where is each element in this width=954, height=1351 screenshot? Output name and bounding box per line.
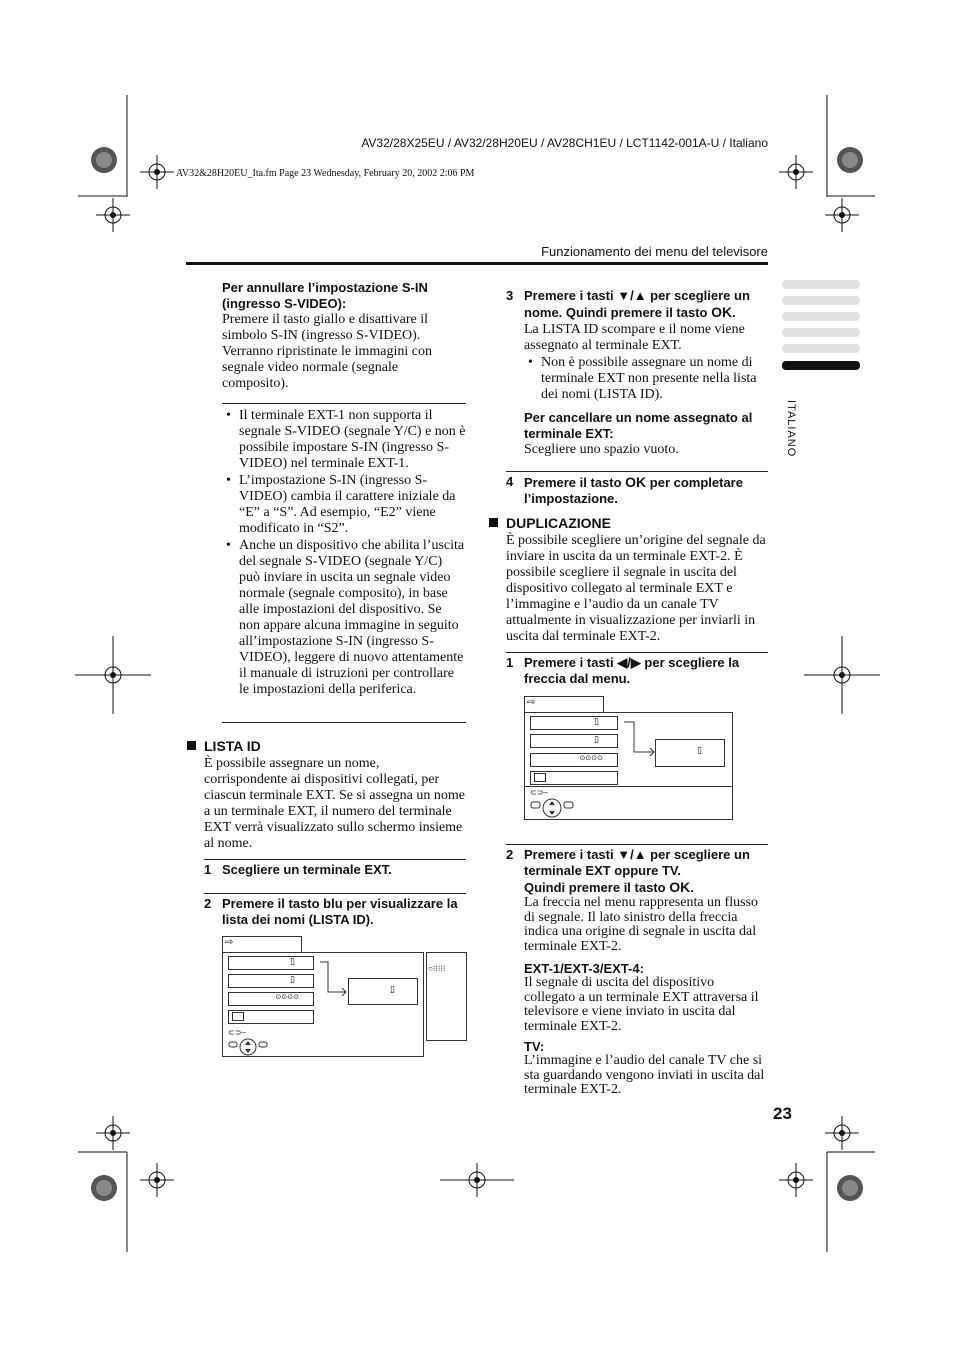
ok-key-icon: OK bbox=[711, 304, 733, 320]
dup-step-2 bbox=[506, 847, 768, 896]
tv-icon bbox=[232, 1012, 244, 1021]
lock-icon: ▯ bbox=[290, 975, 295, 985]
cursor-pad-icon bbox=[228, 1036, 268, 1058]
left-column bbox=[222, 280, 466, 392]
menu-row bbox=[228, 974, 314, 988]
side-tab bbox=[782, 296, 860, 305]
side-tab bbox=[782, 312, 860, 321]
step-text: Premere il tasto blu per visualizzare la lista dei nomi (LISTA ID). bbox=[222, 896, 458, 927]
side-tab bbox=[782, 344, 860, 353]
id-list-entry: ○⁝⁝⁝⁝⁝ bbox=[428, 964, 446, 973]
dup-title-row bbox=[489, 515, 611, 531]
menu-divider bbox=[524, 786, 732, 787]
note-item: • Anche un dispositivo che abilita l’uscita del segnale S-VIDEO (segnale Y/C) può inviare in uscita un segnale video normale (segnale composito), in base alle impostazioni del dispositivo. Se non appare alcuna immagine in seguito all’impostazione S-IN (ingresso S-VIDEO), leggere di nuovo attentamente il manuale di istruzioni per controllare le impostazioni della periferica. bbox=[222, 538, 466, 698]
step-text: Premere i tasti ▼/▲ per scegliere un terminale EXT oppure TV. bbox=[524, 847, 750, 878]
lock-icon: ▯ bbox=[594, 735, 599, 745]
signal-arrow-icon bbox=[318, 958, 348, 998]
lista-title-row bbox=[187, 738, 261, 754]
sin-text: Premere il tasto giallo e disattivare il simbolo S-IN (ingresso S-VIDEO). Verranno ripristinate le immagini con segnale video normale (segnale composito). bbox=[222, 312, 432, 391]
header-rule bbox=[186, 262, 768, 265]
lista-title: LISTA ID bbox=[204, 738, 261, 754]
rule bbox=[222, 403, 466, 404]
lock-icon: ▯ bbox=[697, 746, 702, 756]
ok-key-icon: OK bbox=[669, 879, 691, 895]
square-bullet-icon bbox=[187, 741, 196, 750]
ext-heading: EXT-1/EXT-3/EXT-4: bbox=[524, 961, 644, 976]
tv-heading: TV: bbox=[524, 1039, 545, 1054]
menu-row bbox=[530, 753, 618, 767]
step-number: 1 bbox=[204, 862, 212, 877]
step-text: Scegliere un terminale EXT. bbox=[222, 862, 392, 877]
cancel-text: Scegliere uno spazio vuoto. bbox=[524, 442, 679, 457]
step-text-end: per completare l’impostazione. bbox=[524, 475, 743, 506]
rule bbox=[222, 722, 466, 723]
menu-row bbox=[228, 992, 314, 1006]
menu-row bbox=[228, 956, 314, 970]
remote-keys-icon: ⊂⊃– bbox=[228, 1028, 246, 1037]
output-box bbox=[655, 739, 725, 767]
side-tab bbox=[782, 280, 860, 289]
step-text-end: . bbox=[690, 880, 694, 895]
dup-text: È possibile scegliere un’origine del segnale da inviare in uscita da un terminale EXT-2. È possibile scegliere il segnale in uscita del dispositivo collegato al terminale EXT e l’immagine e l’audio da un canale TV attualmente in visualizzazione per inviarli in uscita dal terminale EXT-2. bbox=[506, 533, 766, 644]
file-info: AV32&28H20EU_Ita.fm Page 23 Wednesday, February 20, 2002 2:06 PM bbox=[176, 168, 475, 179]
side-tab bbox=[782, 328, 860, 337]
dup-step-1 bbox=[506, 655, 768, 687]
step-2 bbox=[204, 896, 466, 928]
step-number: 4 bbox=[506, 474, 514, 489]
duplicazione-menu-illustration bbox=[524, 696, 734, 822]
step-number: 3 bbox=[506, 288, 514, 303]
menu-row bbox=[530, 716, 618, 730]
step-4 bbox=[506, 474, 768, 507]
rule bbox=[204, 859, 466, 860]
note-item: • L’impostazione S-IN (ingresso S-VIDEO) cambia il carattere iniziale da “E” a “S”. Ad esempio, “E2” viene modificato in “S2”. bbox=[222, 473, 466, 537]
step-text-end: . bbox=[732, 305, 736, 320]
notes-list bbox=[222, 408, 466, 698]
rule bbox=[506, 652, 768, 653]
side-tab-active bbox=[782, 361, 860, 370]
model-line: AV32/28X25EU / AV32/28H20EU / AV28CH1EU / LCT1142-001A-U / Italiano bbox=[361, 136, 768, 150]
page-number: 23 bbox=[773, 1104, 792, 1123]
cursor-pad-icon bbox=[530, 796, 574, 820]
section-title: Funzionamento dei menu del televisore bbox=[541, 244, 768, 259]
cancel-heading: Per cancellare un nome assegnato al terminale EXT: bbox=[524, 410, 753, 441]
note-item: • Il terminale EXT-1 non supporta il segnale S-VIDEO (segnale Y/C) e non è possibile impostare S-IN (ingresso S-VIDEO) nel terminale EXT-1. bbox=[222, 408, 466, 472]
dup-title: DUPLICAZIONE bbox=[506, 515, 611, 531]
step-3-text: La LISTA ID scompare e il nome viene assegnato al terminale EXT. bbox=[524, 322, 745, 353]
lock-icon: ▯ bbox=[290, 957, 295, 967]
ok-key-icon: OK bbox=[625, 474, 647, 490]
step-text: Premere i tasti ▼/▲ per scegliere un nome. Quindi premere il tasto bbox=[524, 288, 750, 320]
step-3-bullet: • Non è possibile assegnare un nome di terminale EXT non presente nella lista dei nomi (LISTA ID). bbox=[524, 355, 768, 403]
lista-text: È possibile assegnare un nome, corrispondente ai dispositivi collegati, per ciascun terminale EXT. Se si assegna un nome a un terminale EXT, il numero del terminale EXT verrà visualizzato sullo schermo insieme al nome. bbox=[204, 756, 465, 851]
lista-id-menu-illustration bbox=[222, 936, 468, 1058]
step-text: Premere il tasto bbox=[524, 475, 626, 490]
lock-icon: ▯ bbox=[594, 717, 599, 727]
lock-icon: ▯ bbox=[390, 985, 395, 995]
rule bbox=[204, 893, 466, 894]
ext-text: Il segnale di uscita del dispositivo collegato a un terminale EXT attraversa il televisore e viene inviato in uscita dal terminale EXT-2. bbox=[524, 975, 759, 1034]
menu-tab bbox=[524, 696, 604, 713]
remote-keys-icon: ⊂⊃– bbox=[530, 788, 548, 797]
step-text: Premere i tasti ◀/▶ per scegliere la freccia dal menu. bbox=[524, 655, 740, 686]
menu-row bbox=[530, 734, 618, 748]
tv-icon bbox=[534, 773, 546, 782]
rule bbox=[506, 844, 768, 845]
output-box bbox=[348, 978, 418, 1005]
step-text: Quindi premere il tasto bbox=[524, 880, 670, 895]
side-label: ITALIANO bbox=[785, 400, 797, 458]
sin-heading: Per annullare l’impostazione S-IN (ingresso S-VIDEO): bbox=[222, 280, 428, 311]
menu-tab bbox=[222, 936, 302, 953]
square-bullet-icon bbox=[489, 518, 498, 527]
step-number: 1 bbox=[506, 655, 514, 670]
signal-arrow-icon bbox=[622, 718, 656, 758]
menu-tab-icon: ⇨ bbox=[527, 697, 536, 708]
step-1 bbox=[204, 862, 466, 878]
dots-icon: ⊙⊙⊙⊙ bbox=[275, 993, 299, 1001]
step-number: 2 bbox=[506, 847, 514, 862]
step-number: 2 bbox=[204, 896, 212, 911]
step-3 bbox=[506, 288, 768, 321]
tv-text: L’immagine e l’audio del canale TV che si sta guardando vengono inviati in uscita dal terminale EXT-2. bbox=[524, 1053, 765, 1097]
menu-tab-icon: ⇨ bbox=[225, 937, 234, 948]
dots-icon: ⊙⊙⊙⊙ bbox=[579, 754, 603, 762]
rule bbox=[506, 471, 768, 472]
dup-step-2-text: La freccia nel menu rappresenta un flusso di segnale. Il lato sinistro della freccia indica una origine di segnale in uscita dal terminale EXT-2. bbox=[524, 895, 759, 954]
